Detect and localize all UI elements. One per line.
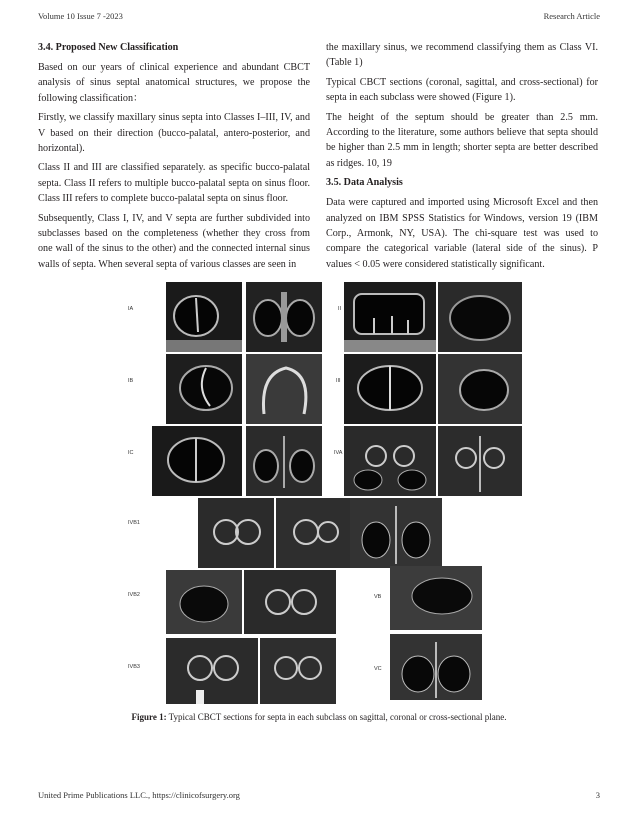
- section-heading-3-5: 3.5. Data Analysis: [326, 177, 403, 189]
- paragraph: Based on our years of clinical experience and abundant CBCT analysis of sinus septal anatomical structures, we propose the following classification：: [38, 62, 310, 104]
- ct-image-vc-coronal: [390, 634, 482, 700]
- ct-image-ivb3-coronal-2: [260, 638, 336, 704]
- ct-image-vb-sagittal: [390, 566, 482, 630]
- ct-image-ii-coronal: [438, 282, 522, 352]
- ct-image-iii-sagittal: [344, 354, 436, 424]
- ct-image-ia-sagittal: [166, 282, 242, 352]
- ct-image-iva-coronal-1: [344, 426, 436, 496]
- section-heading-3-4: 3.4. Proposed New Classification: [38, 42, 179, 53]
- paragraph: Firstly, we classify maxillary sinus septa into Classes I–III, IV, and V based on their direction (bucco-palatal, antero-posterior, and horizontal).: [38, 112, 310, 155]
- panel-label-ic: IC: [128, 450, 134, 456]
- panel-label-ib: IB: [128, 378, 134, 384]
- figure-caption: [0, 712, 638, 722]
- ct-image-va-coronal: [350, 498, 442, 568]
- page-number: 3: [595, 790, 600, 800]
- paragraph: Typical CBCT sections (coronal, sagittal, and cross-sectional) for septa in each subclass were showed (Figure 1).: [326, 76, 598, 104]
- panel-label-vc: VC: [374, 666, 382, 672]
- panel-label-iii: III: [336, 378, 341, 384]
- panel-label-ivb1: IVB1: [128, 520, 140, 526]
- panel-label-iva: IVA: [334, 450, 343, 456]
- paragraph: Class II and III are classified separately. as specific bucco-palatal septa. Class II refers to multiple bucco-palatal septa on sinus floor. Class III refers to complete bucco-palatal septa on sinus floor.: [38, 162, 310, 205]
- panel-label-vb: VB: [374, 594, 382, 600]
- ct-image-ivb1-coronal-2: [276, 498, 352, 568]
- article-type: Research Article: [543, 11, 600, 21]
- ct-image-ivb3-coronal-1: [166, 638, 258, 704]
- ct-image-ivb2-sagittal: [166, 570, 242, 634]
- ct-image-ia-coronal: [246, 282, 322, 352]
- ct-image-ivb1-coronal-1: [198, 498, 274, 568]
- paragraph: Data were captured and imported using Microsoft Excel and then analyzed on IBM SPSS Statistics for Windows, version 19 (IBM Corp., Armonk, NY, USA). The chi-square test was used to compare the categorical variable (lateral side of the sinus). P values < 0.05 were considered statistically significant.: [326, 197, 598, 270]
- panel-label-ia: IA: [128, 306, 134, 312]
- ct-image-ivb2-coronal: [244, 570, 336, 634]
- paragraph: The height of the septum should be greater than 2.5 mm. According to the literature, some authors believe that septa should be higher than 2.5 mm in length; shorter septa are better described as ridges. 10, 19: [326, 111, 598, 169]
- panel-label-ivb3: IVB3: [128, 664, 140, 670]
- ct-image-iva-coronal-2: [438, 426, 522, 496]
- paragraph: the maxillary sinus, we recommend classifying them as Class VI. (Table 1): [326, 42, 598, 69]
- panel-label-ii: II: [338, 306, 342, 312]
- right-column: [326, 40, 598, 276]
- caption-label: Figure 1:: [131, 712, 167, 722]
- ct-image-ib-sagittal: [166, 354, 242, 424]
- caption-text: Typical CBCT sections for septa in each subclass on sagittal, coronal or cross-sectional plane.: [166, 712, 507, 722]
- figure-1-ct-grid: [122, 282, 522, 706]
- panel-label-ivb2: IVB2: [128, 592, 140, 598]
- paragraph: Subsequently, Class I, IV, and V septa are further subdivided into subclasses based on the completeness (whether they cross from one wall of the sinus to the other) and the connected internal sinus walls of septa. When several septa of various classes are seen in: [38, 212, 310, 270]
- ct-image-ib-coronal: [246, 354, 322, 424]
- ct-image-ii-sagittal: [344, 282, 436, 352]
- publisher-footer: United Prime Publications LLC., https://clinicofsurgery.org: [38, 790, 240, 800]
- ct-image-ic-sagittal: [152, 426, 242, 496]
- left-column: [38, 40, 310, 276]
- ct-image-iii-coronal: [438, 354, 522, 424]
- journal-volume: Volume 10 Issue 7 -2023: [38, 11, 123, 21]
- ct-image-ic-coronal: [246, 426, 322, 496]
